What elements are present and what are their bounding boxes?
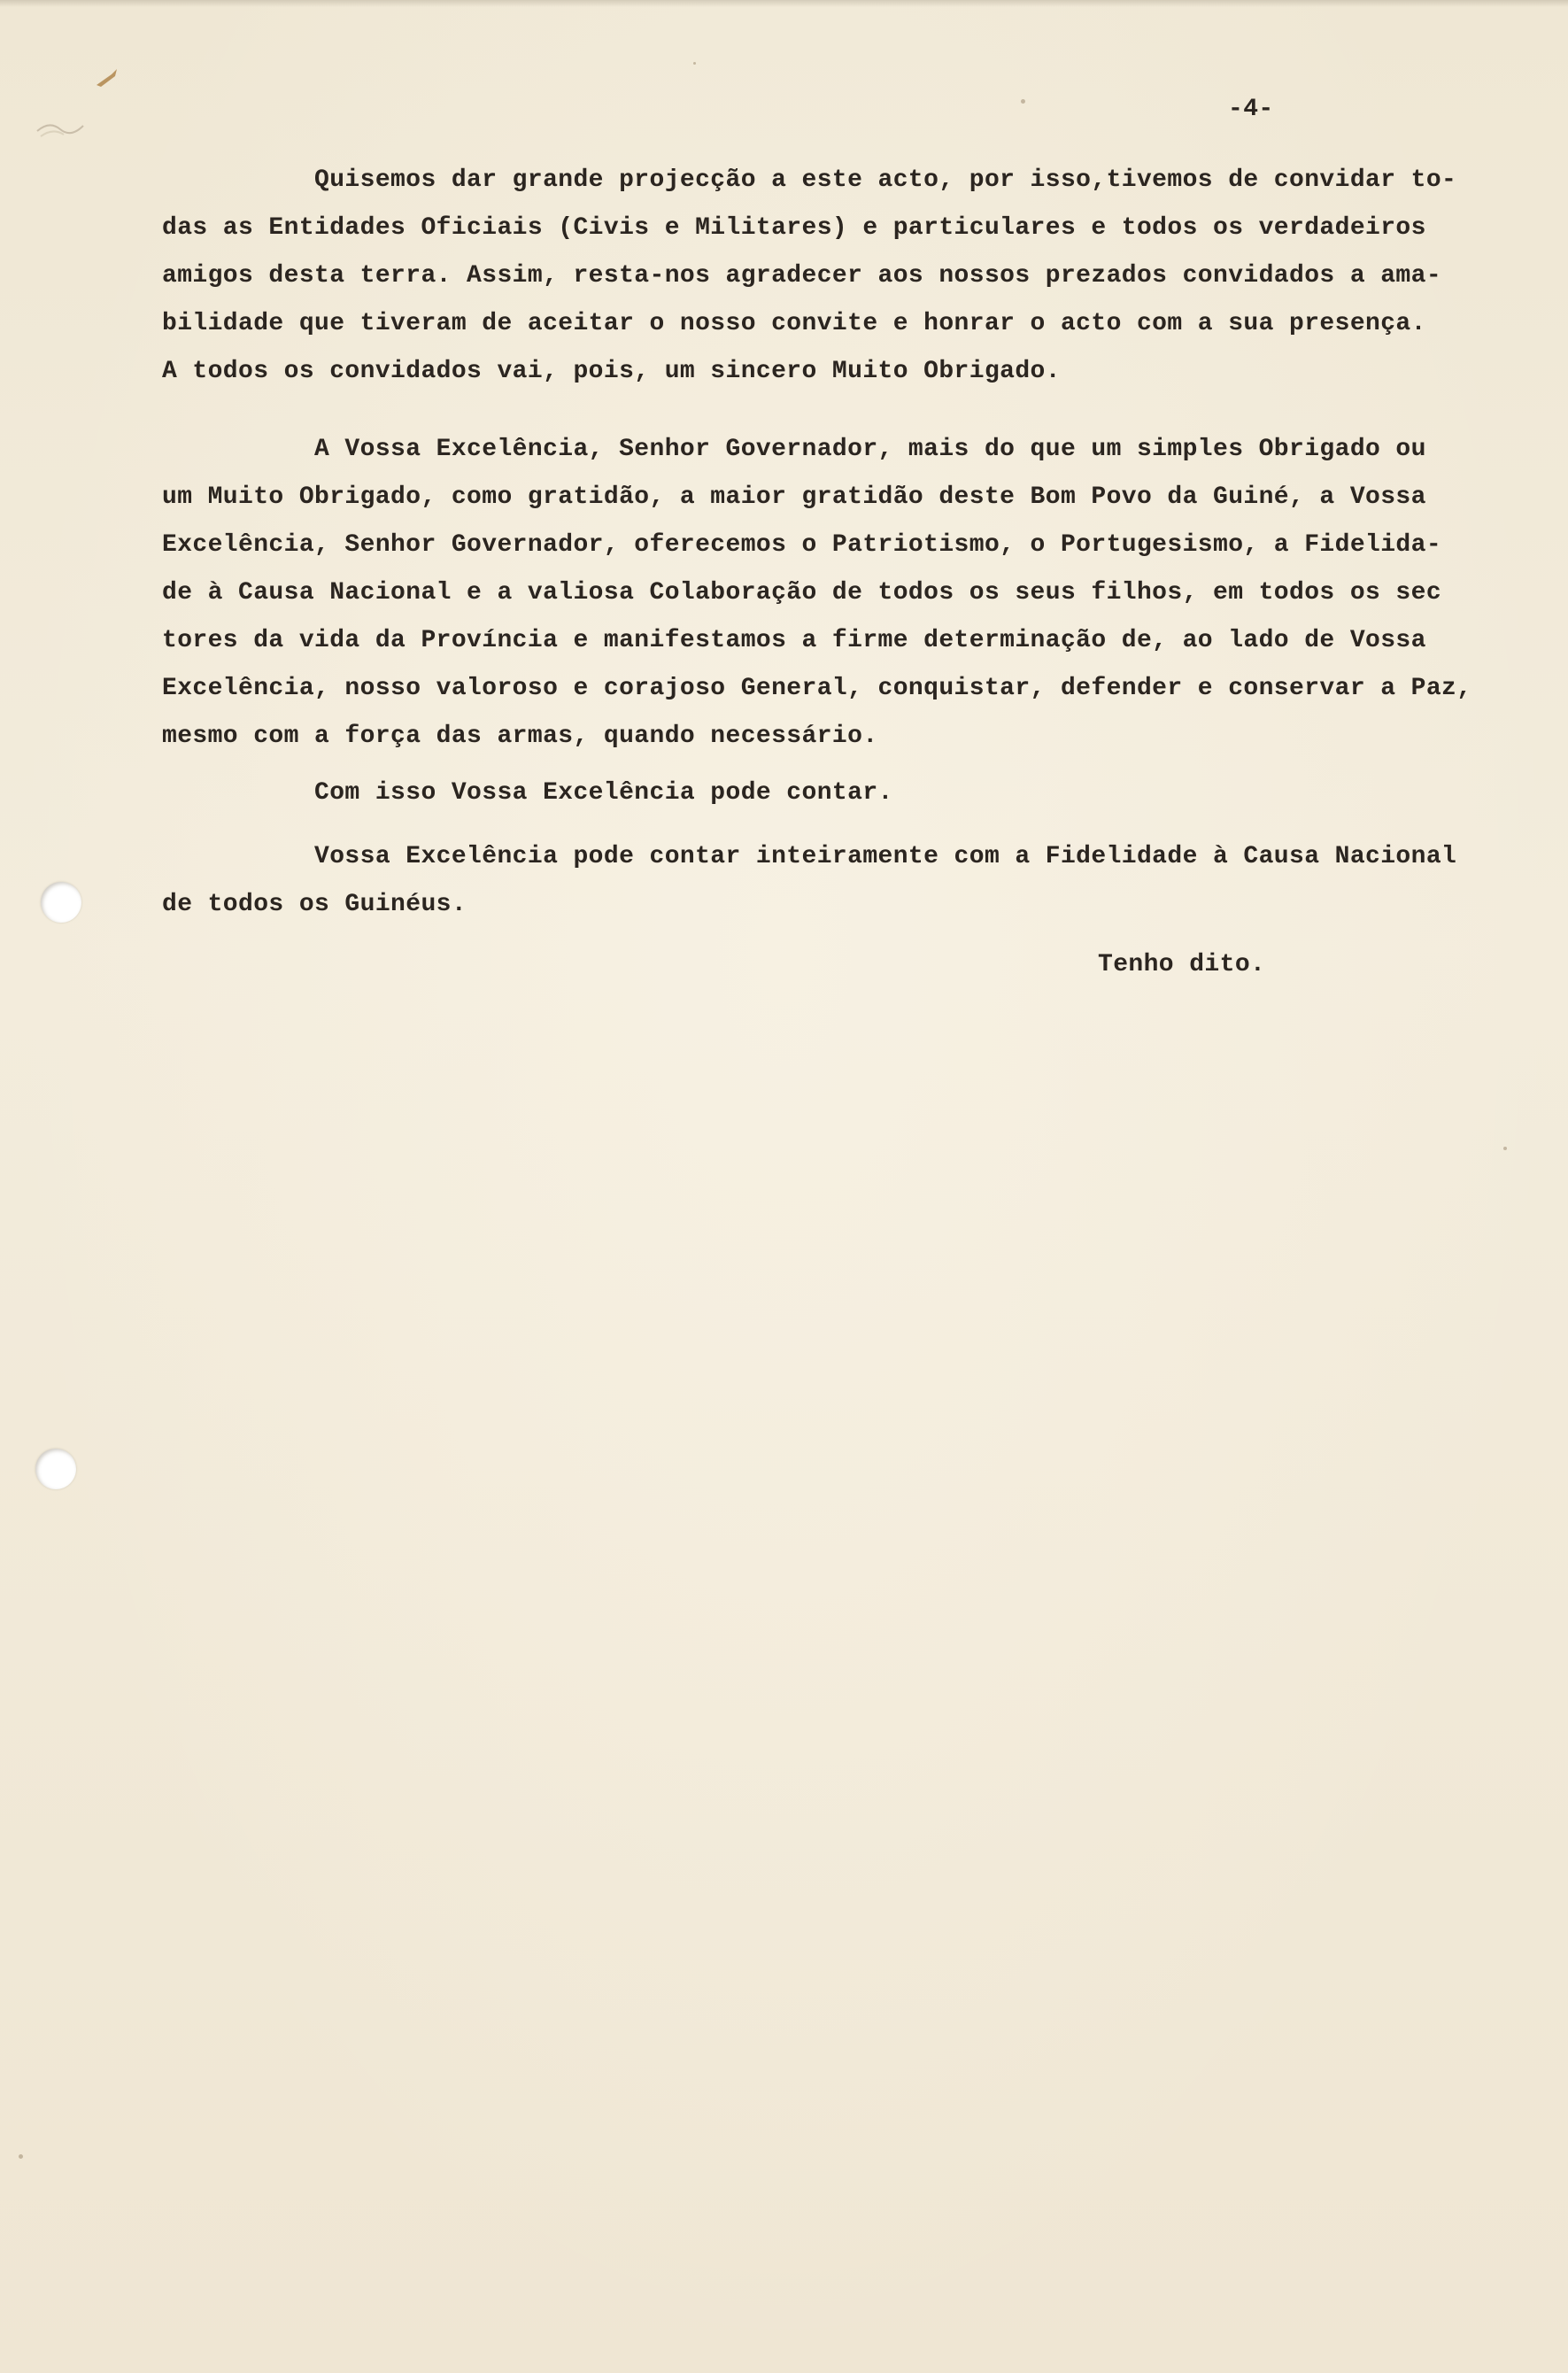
punch-hole [35, 1449, 76, 1489]
paper-speck [1021, 99, 1025, 104]
page-number: -4- [1228, 96, 1274, 123]
paragraph-2-line-6: Excelência, nosso valoroso e corajoso General, conquistar, defender e conservar a Paz, [162, 675, 1472, 702]
paper-speck [1503, 1147, 1507, 1150]
ink-mark-icon [94, 66, 120, 89]
paragraph-4-line-1: Vossa Excelência pode contar inteiramente com a Fidelidade à Causa Nacional [162, 843, 1457, 870]
paragraph-2-line-3: Excelência, Senhor Governador, oferecemos o Patriotismo, o Portugesismo, a Fidelida- [162, 531, 1442, 559]
paragraph-1-line-2: das as Entidades Oficiais (Civis e Militares) e particulares e todos os verdadeiros [162, 214, 1426, 242]
paragraph-1-line-3: amigos desta terra. Assim, resta-nos agradecer aos nossos prezados convidados a ama- [162, 262, 1442, 290]
paragraph-3-line-1: Com isso Vossa Excelência pode contar. [162, 779, 893, 807]
paragraph-1-line-4: bilidade que tiveram de aceitar o nosso convite e honrar o acto com a sua presença. [162, 310, 1426, 337]
paper-speck [19, 2154, 23, 2159]
paragraph-2-line-7: mesmo com a força das armas, quando necessário. [162, 723, 878, 750]
paragraph-1-line-1: Quisemos dar grande projecção a este acto, por isso,tivemos de convidar to- [162, 166, 1457, 194]
paragraph-2-line-5: tores da vida da Província e manifestamos a firme determinação de, ao lado de Vossa [162, 627, 1426, 654]
paragraph-2-line-2: um Muito Obrigado, como gratidão, a maior gratidão deste Bom Povo da Guiné, a Vossa [162, 483, 1426, 511]
paragraph-1-line-5: A todos os convidados vai, pois, um sincero Muito Obrigado. [162, 358, 1061, 385]
paragraph-4-line-2: de todos os Guinéus. [162, 891, 467, 918]
closing-line: Tenho dito. [1098, 951, 1266, 978]
punch-hole [41, 882, 81, 923]
paper-crease-icon [34, 113, 87, 143]
paper-speck [693, 62, 696, 65]
paragraph-2-line-4: de à Causa Nacional e a valiosa Colaboração de todos os seus filhos, em todos os sec [162, 579, 1442, 607]
paper-top-edge [0, 0, 1568, 7]
paragraph-2-line-1: A Vossa Excelência, Senhor Governador, mais do que um simples Obrigado ou [162, 436, 1426, 463]
